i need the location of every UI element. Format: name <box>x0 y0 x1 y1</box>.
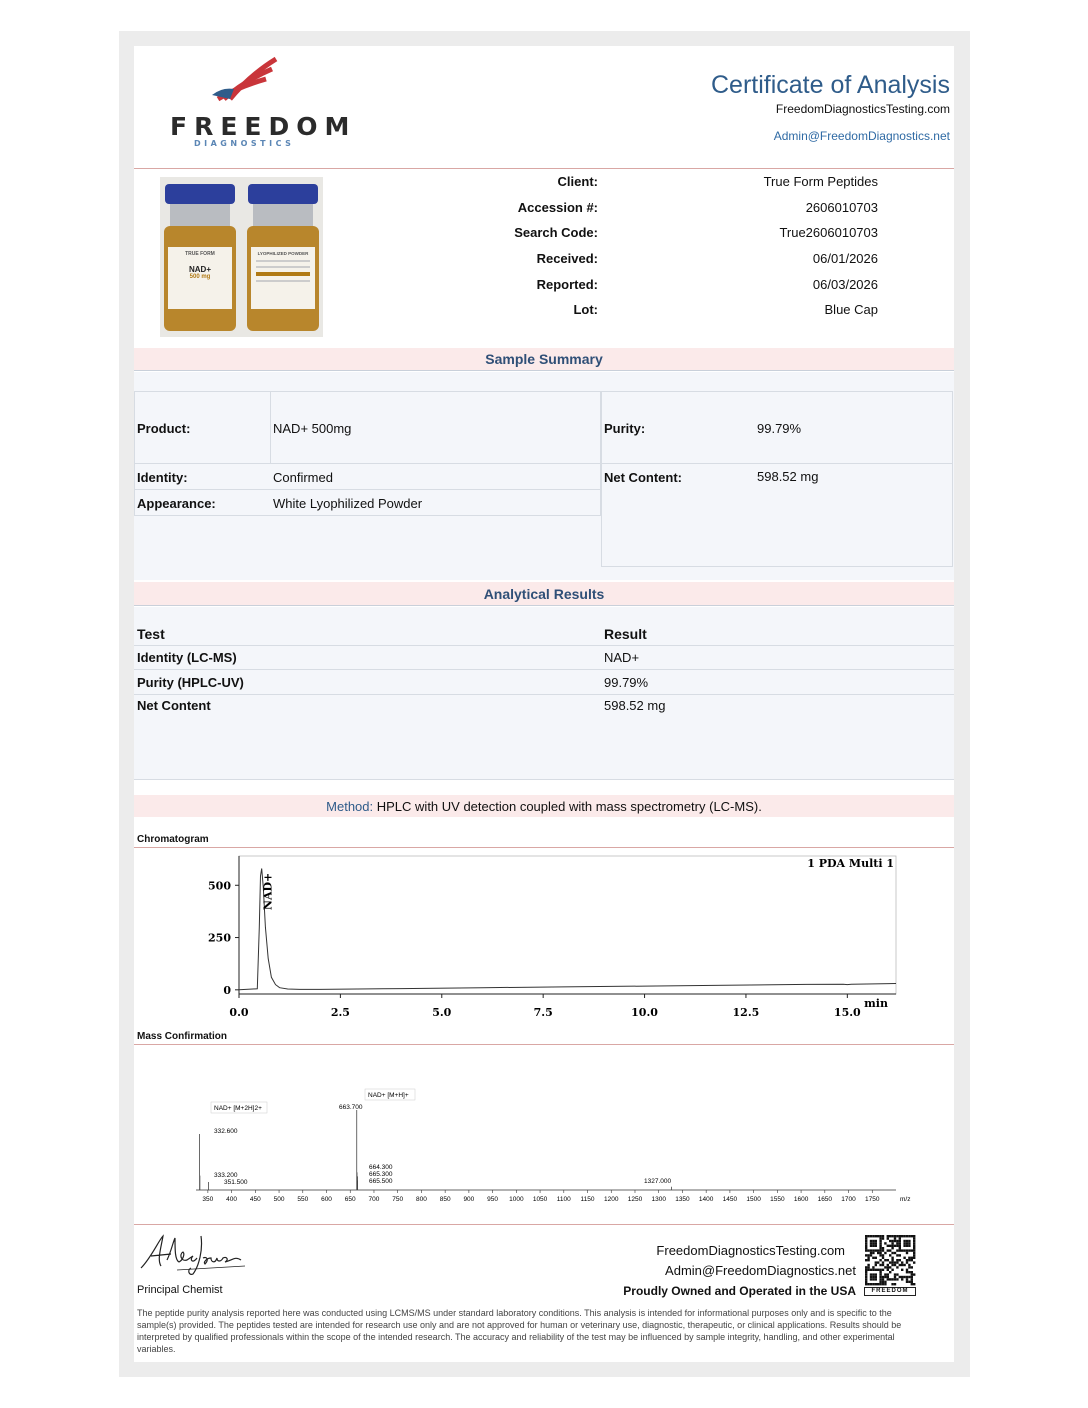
mass-confirmation-label: Mass Confirmation <box>137 1031 228 1042</box>
vial-cap-icon <box>165 184 235 204</box>
product-value: NAD+ 500mg <box>273 421 352 436</box>
analytical-results-band <box>134 582 954 605</box>
x-tick-label: 7.5 <box>533 1006 553 1019</box>
ms-x-tick-label: 1200 <box>604 1196 619 1203</box>
x-tick-label: 2.5 <box>330 1006 350 1019</box>
chromatogram-label: Chromatogram <box>137 834 209 845</box>
ms-x-tick-label: 1450 <box>722 1196 738 1203</box>
ms-x-tick-label: 1700 <box>841 1196 856 1203</box>
qr-badge[interactable] <box>862 1232 918 1298</box>
identity-value: Confirmed <box>273 470 333 485</box>
flag-logo-icon <box>210 55 280 105</box>
method-label: Method: <box>326 799 374 814</box>
header-website[interactable]: FreedomDiagnosticsTesting.com <box>775 102 950 116</box>
chromatogram-chart <box>134 848 954 1028</box>
product-label: Product: <box>137 421 191 436</box>
ms-annotation: NAD+ [M+2H]2+ <box>214 1105 262 1112</box>
info-label: Search Code: <box>514 225 598 240</box>
y-tick-label: 250 <box>208 931 231 945</box>
axis-unit-label: min <box>864 997 888 1010</box>
appearance-label: Appearance: <box>137 496 216 511</box>
method-band <box>134 795 954 817</box>
result-test: Purity (HPLC-UV) <box>137 675 244 690</box>
peak-label: NAD+ <box>261 872 275 911</box>
ms-annotation: 332.600 <box>214 1128 238 1135</box>
ms-x-tick-label: 1350 <box>675 1196 690 1203</box>
info-value: True2606010703 <box>779 225 878 240</box>
y-tick-label: 500 <box>208 879 231 893</box>
y-tick-label: 0 <box>223 983 231 997</box>
purity-value: 99.79% <box>757 421 802 436</box>
x-tick-label: 0.0 <box>229 1006 249 1019</box>
ms-x-tick-label: 1100 <box>556 1196 571 1203</box>
identity-label: Identity: <box>137 470 188 485</box>
ms-x-tick-label: 1250 <box>627 1196 643 1203</box>
logo-name: FREEDOM <box>170 112 357 141</box>
page-title: Certificate of Analysis <box>711 71 950 99</box>
ms-x-tick-label: 1500 <box>746 1196 761 1203</box>
sample-summary-title: Sample Summary <box>485 351 603 367</box>
info-value: 06/03/2026 <box>812 277 878 292</box>
ms-annotation: 1327.000 <box>644 1178 672 1185</box>
ms-x-tick-label: 1600 <box>793 1196 809 1203</box>
ms-x-tick-label: 1550 <box>770 1196 785 1203</box>
purity-label: Purity: <box>604 421 646 436</box>
signature-image <box>137 1230 247 1278</box>
ms-annotation: 665.300 <box>369 1171 393 1178</box>
info-label: Reported: <box>536 277 598 292</box>
ms-annotation: NAD+ [M+H]+ <box>368 1092 409 1099</box>
info-value: 06/01/2026 <box>812 251 878 266</box>
result-test: Identity (LC-MS) <box>137 650 237 665</box>
ms-x-tick-label: 500 <box>273 1196 285 1203</box>
footer-email[interactable]: Admin@FreedomDiagnostics.net <box>665 1263 856 1278</box>
ms-x-tick-label: 900 <box>463 1196 475 1203</box>
result-value: 99.79% <box>604 675 649 690</box>
qr-caption: FREEDOM <box>864 1287 916 1296</box>
ms-x-tick-label: 400 <box>226 1196 238 1203</box>
x-tick-label: 12.5 <box>732 1006 760 1019</box>
chromatogram-frame <box>239 856 896 994</box>
ms-x-tick-label: 1650 <box>817 1196 833 1203</box>
info-label: Lot: <box>573 302 598 317</box>
signature-text <box>0 0 1 1</box>
ms-x-tick-label: 450 <box>249 1196 261 1203</box>
info-label: Accession #: <box>517 200 598 215</box>
method-text: HPLC with UV detection coupled with mass spectrometry (LC-MS). <box>373 799 762 814</box>
detector-label: 1 PDA Multi 1 <box>807 857 894 870</box>
ms-x-tick-label: 700 <box>368 1196 380 1203</box>
info-label: Client: <box>557 174 598 189</box>
footer-tagline: Proudly Owned and Operated in the USA <box>623 1284 856 1298</box>
x-tick-label: 10.0 <box>631 1006 658 1019</box>
col-test-header: Test <box>137 626 165 642</box>
ms-unit-label: m/z <box>900 1196 911 1203</box>
qr-code-icon <box>862 1232 918 1288</box>
ms-x-tick-label: 650 <box>344 1196 356 1203</box>
result-value: NAD+ <box>604 650 640 665</box>
footer-website[interactable]: FreedomDiagnosticsTesting.com <box>656 1243 845 1258</box>
ms-x-tick-label: 950 <box>487 1196 499 1203</box>
ms-x-tick-label: 550 <box>297 1196 309 1203</box>
ms-x-tick-label: 750 <box>392 1196 404 1203</box>
vial-label: TRUE FORM NAD+ 500 mg <box>168 247 232 309</box>
ms-x-tick-label: 850 <box>439 1196 451 1203</box>
header-email[interactable]: Admin@FreedomDiagnostics.net <box>773 129 950 143</box>
ms-x-tick-label: 1300 <box>651 1196 666 1203</box>
ms-x-tick-label: 1050 <box>532 1196 548 1203</box>
chromatogram-trace <box>239 869 896 990</box>
ms-annotation: 663.700 <box>339 1104 363 1111</box>
ms-x-tick-label: 1000 <box>509 1196 524 1203</box>
x-tick-label: 15.0 <box>833 1006 861 1019</box>
ms-x-tick-label: 1400 <box>698 1196 714 1203</box>
info-value: Blue Cap <box>824 302 878 317</box>
vial-cap-icon <box>248 184 318 204</box>
col-result-header: Result <box>604 626 647 642</box>
signatory-role: Principal Chemist <box>137 1284 223 1296</box>
ms-annotation: 351.500 <box>224 1179 248 1186</box>
logo-subtitle: DIAGNOSTICS <box>194 139 295 148</box>
mass-spectrum-chart <box>134 1080 954 1210</box>
info-value: 2606010703 <box>805 200 878 215</box>
x-tick-label: 5.0 <box>432 1006 452 1019</box>
appearance-value: White Lyophilized Powder <box>273 496 423 511</box>
ms-x-tick-label: 600 <box>321 1196 332 1203</box>
ms-x-tick-label: 800 <box>415 1196 427 1203</box>
info-value: True Form Peptides <box>763 174 878 189</box>
header-divider <box>134 168 954 169</box>
sample-summary-band <box>134 348 954 370</box>
analytical-results-title: Analytical Results <box>483 586 605 602</box>
analytical-results-panel <box>134 607 954 779</box>
ms-x-tick-label: 1150 <box>580 1196 595 1203</box>
ms-annotation: 664.300 <box>369 1164 393 1171</box>
disclaimer: The peptide purity analysis reported here was conducted using LCMS/MS under standard laboratory conditions. This analysis is intended for informational purposes only and is specific to the sample(s) provided. The peptides tested are intended for research use only and are not approved for human or veterinary use, diagnostic, therapeutic, or clinical applications. Results should be interpreted by qualified professionals within the scope of the intended research. The accuracy and reliability of the test may be influenced by sample integrity, handling, and other experimental variables. <box>137 1308 902 1354</box>
ms-annotation: 665.500 <box>369 1178 393 1185</box>
net-content-value: 598.52 mg <box>757 469 819 484</box>
info-label: Received: <box>536 251 598 266</box>
ms-x-tick-label: 1750 <box>865 1196 880 1203</box>
product-photo <box>160 177 323 337</box>
ms-x-tick-label: 350 <box>202 1196 214 1203</box>
net-content-label: Net Content: <box>604 470 682 485</box>
vial-label: LYOPHILIZED POWDER <box>251 247 315 309</box>
result-value: 598.52 mg <box>604 698 666 713</box>
ms-annotation: 333.200 <box>214 1172 238 1179</box>
result-test: Net Content <box>137 698 211 713</box>
